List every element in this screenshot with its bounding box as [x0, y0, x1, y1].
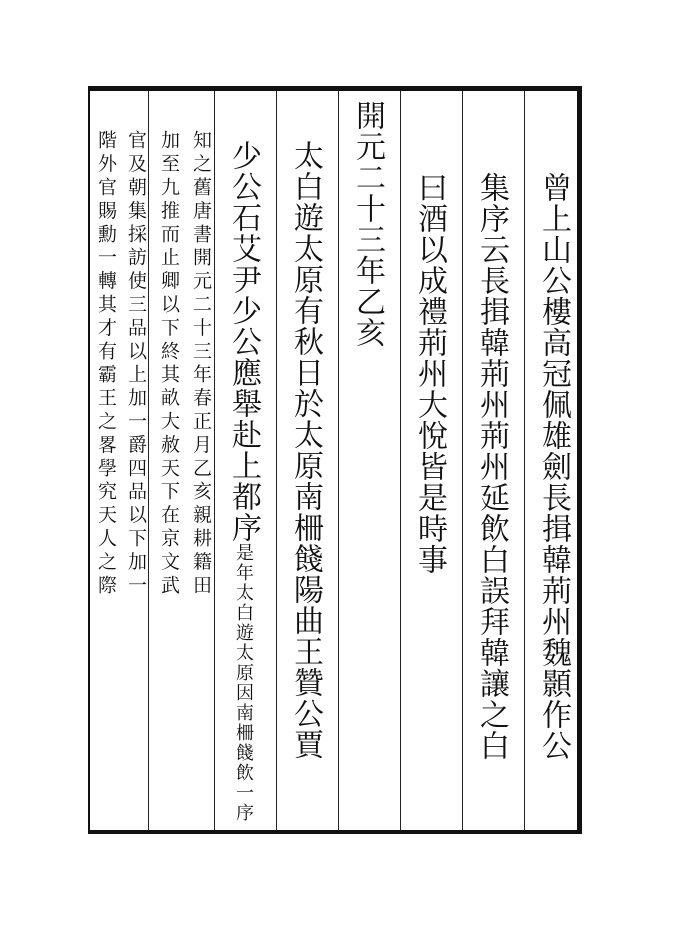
column-rule [338, 91, 339, 830]
text-column-1: 曾上山公樓高冠佩雄劍長揖韓荊州魏顥作公 [536, 172, 571, 761]
text-column-3: 曰酒以成禮荊州大悅皆是時事 [412, 172, 447, 575]
text-column-7: 知之舊唐書開元二十三年春正月乙亥親耕籍田 [190, 130, 212, 598]
text-column-4: 開元二十三年乙亥 [350, 100, 385, 348]
column-rule [276, 91, 277, 830]
column-6-annotation: 是年太白遊太原因南柵餞飲一序 [233, 543, 254, 823]
text-column-10: 階外官賜勳一轉其才有霸王之畧學究天人之際 [95, 130, 117, 598]
text-column-6 [226, 140, 261, 823]
text-column-2: 集序云長揖韓荊州荊州延飲白誤拜韓讓之白 [474, 172, 509, 761]
column-6-main-text: 少公石艾尹少公應舉赴上都序 [226, 140, 261, 543]
column-rule [524, 91, 525, 830]
text-column-5: 太白遊太原有秋日於太原南柵餞陽曲王贊公賈 [288, 140, 323, 760]
column-rule [400, 91, 401, 830]
column-rule [214, 91, 215, 830]
text-column-8: 加至九推而止卿以下終其畝大赦天下在京文武 [158, 130, 180, 598]
column-rule [462, 91, 463, 830]
column-rule [148, 91, 149, 830]
text-column-9: 官及朝集採訪使三品以上加一爵四品以下加一 [125, 130, 147, 598]
